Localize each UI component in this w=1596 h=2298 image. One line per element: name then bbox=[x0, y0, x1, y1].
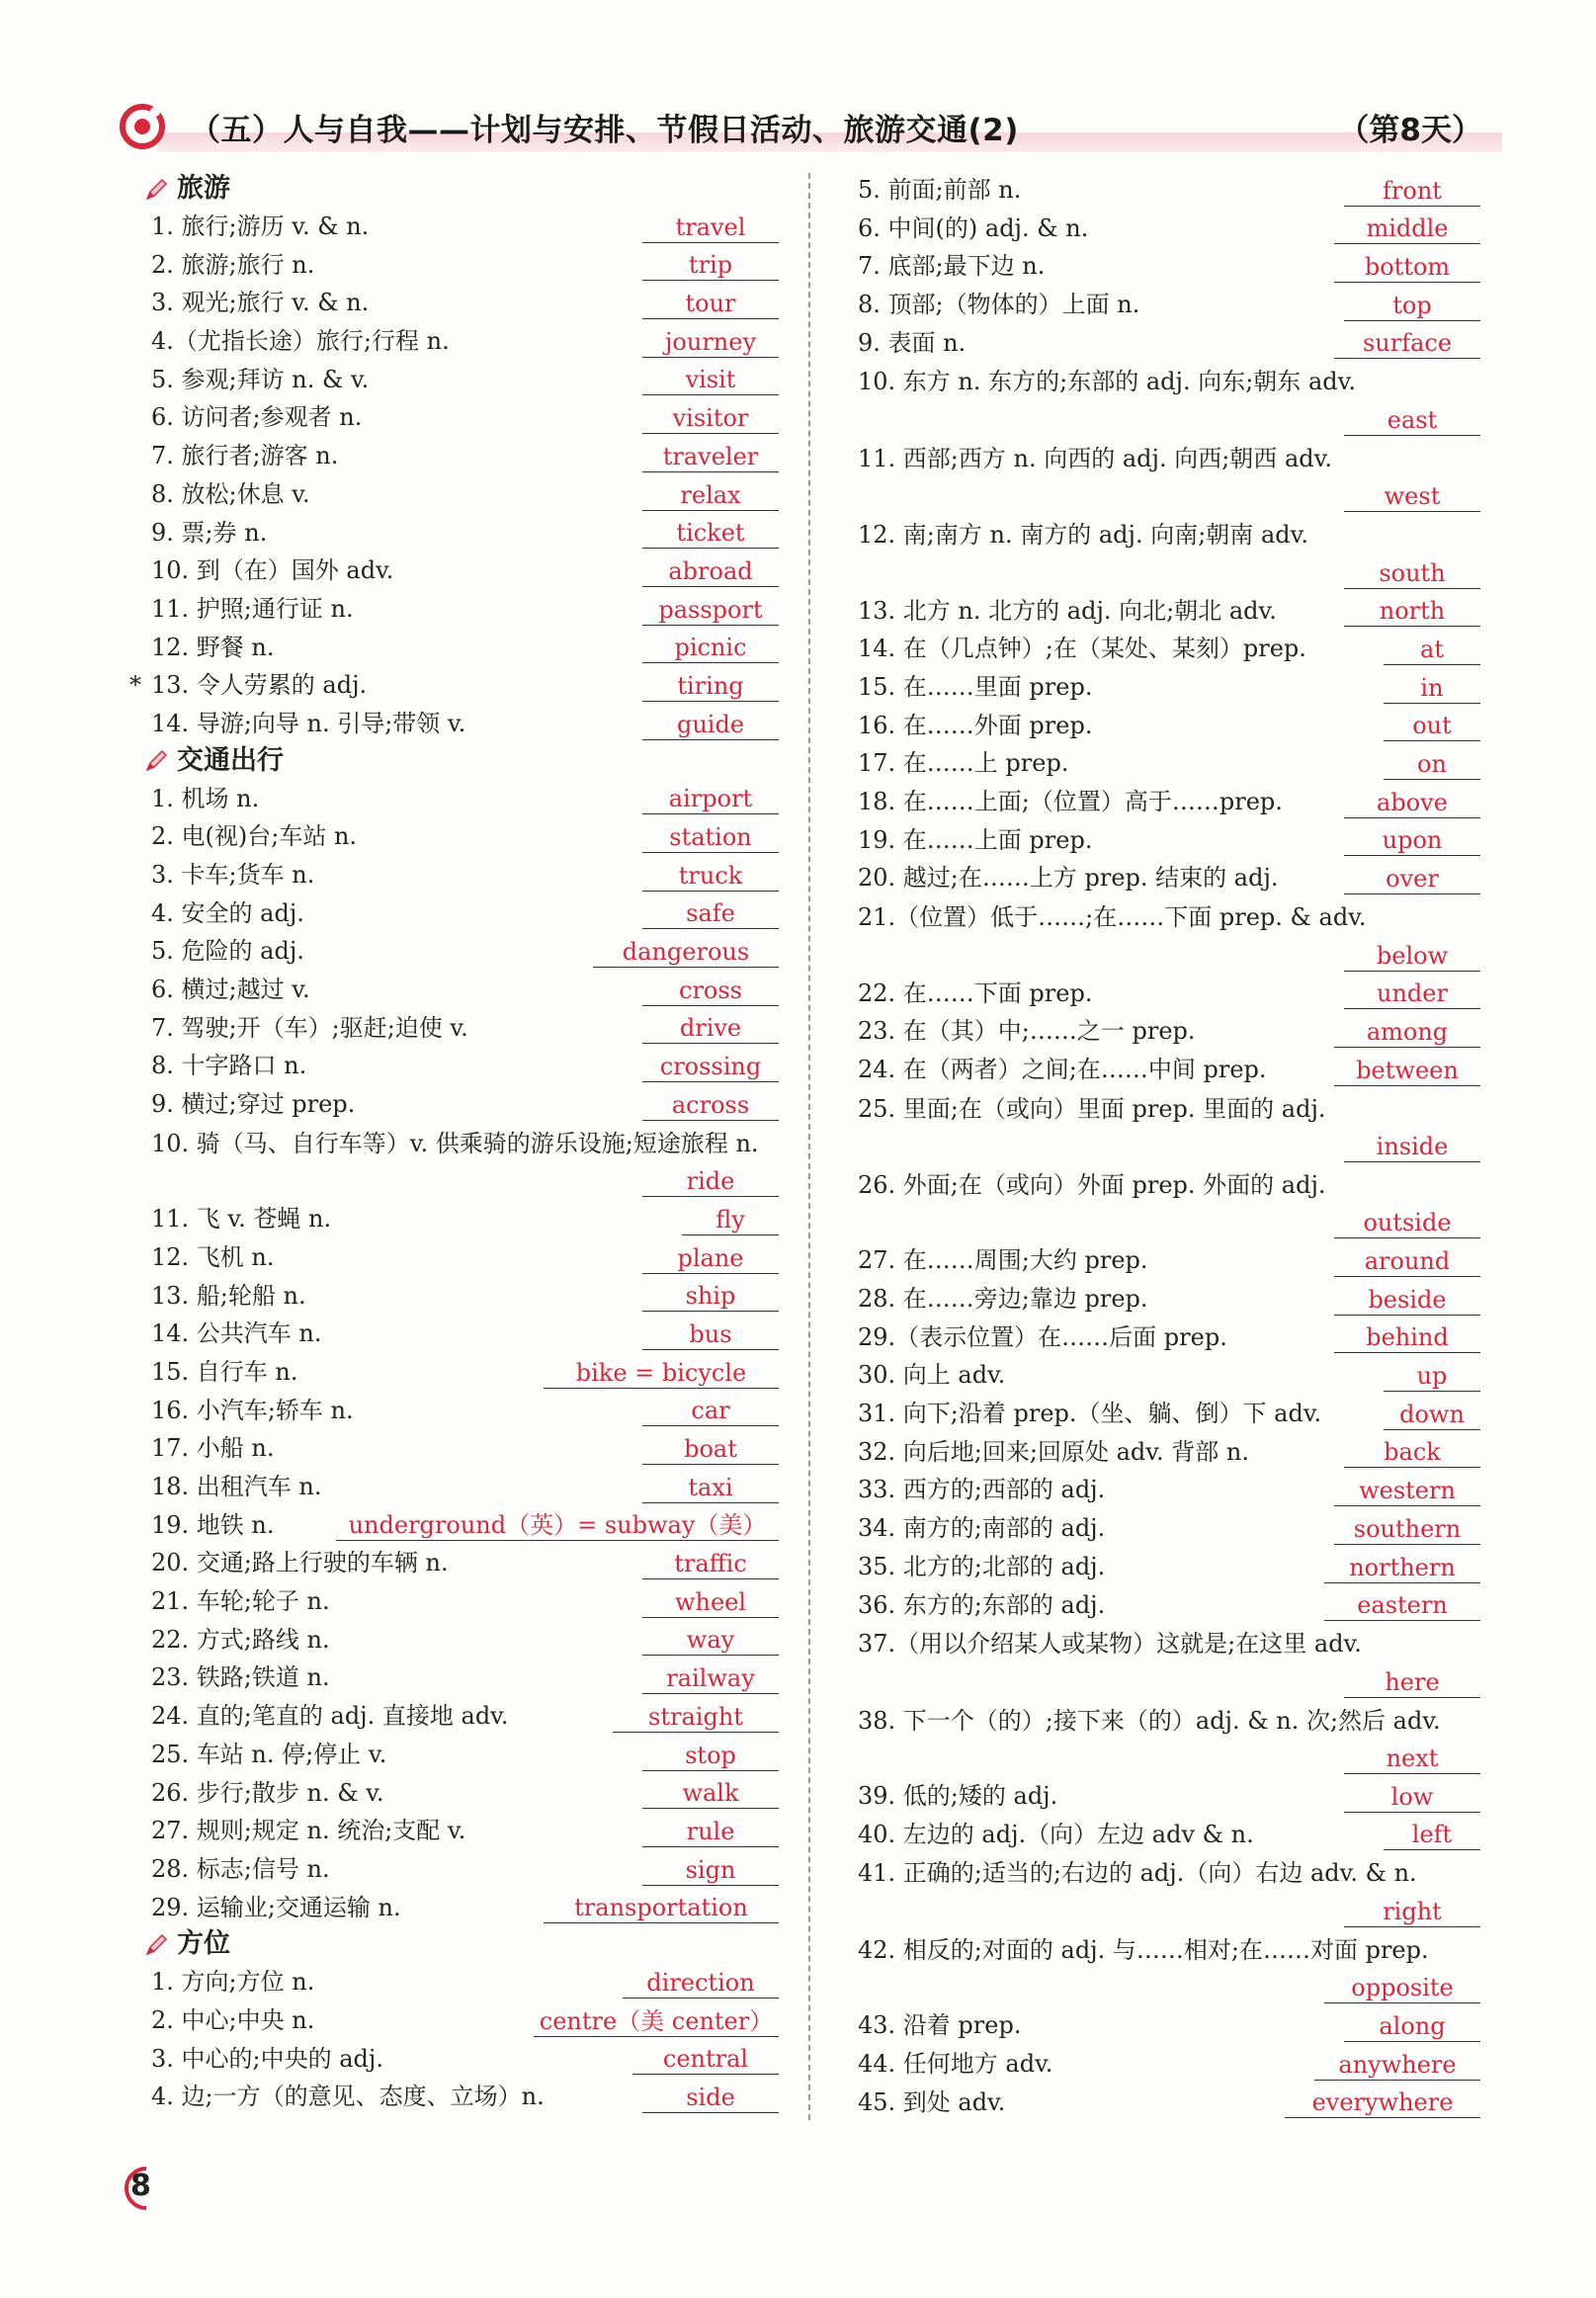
vocab-item bbox=[143, 816, 791, 855]
day-label: （第8天） bbox=[1338, 113, 1482, 148]
vocab-prompt: 2. 中心;中央 n. bbox=[151, 2005, 315, 2034]
vocab-answer: abroad bbox=[642, 556, 779, 587]
section-title bbox=[143, 170, 791, 207]
vocab-prompt: 27. 规则;规定 n. 统治;支配 v. bbox=[151, 1817, 466, 1845]
vocab-prompt: 16. 小汽车;轿车 n. bbox=[151, 1396, 354, 1424]
vocab-answer: back bbox=[1344, 1437, 1480, 1468]
vocab-item bbox=[143, 436, 791, 474]
vocab-prompt: 38. 下一个（的）;接下来（的）adj. & n. 次;然后 adv. bbox=[858, 1706, 1441, 1735]
vocab-answer: walk bbox=[642, 1778, 779, 1809]
vocab-prompt: 10. 骑（马、自行车等）v. 供乘骑的游乐设施;短途旅程 n. bbox=[151, 1129, 759, 1157]
vocab-answer: railway bbox=[642, 1663, 779, 1694]
vocab-item bbox=[850, 1011, 1492, 1050]
vocab-prompt: 29.（表示位置）在……后面 prep. bbox=[858, 1322, 1227, 1351]
vocab-prompt: 30. 向上 adv. bbox=[858, 1361, 1006, 1390]
vocab-prompt: 28. 在……旁边;靠边 prep. bbox=[858, 1285, 1148, 1314]
vocab-prompt: 3. 中心的;中央的 adj. bbox=[151, 2044, 383, 2073]
vocab-answer: bike = bicycle bbox=[544, 1358, 779, 1389]
vocab-item bbox=[143, 1735, 791, 1773]
vocab-item bbox=[143, 2000, 791, 2039]
vocab-item bbox=[143, 551, 791, 589]
vocab-item bbox=[143, 970, 791, 1008]
vocab-answer: rule bbox=[642, 1817, 779, 1847]
vocab-prompt: 10. 到（在）国外 adv. bbox=[151, 556, 394, 585]
vocab-answer: airport bbox=[642, 784, 779, 814]
vocab-answer: under bbox=[1344, 979, 1480, 1009]
vocab-answer: among bbox=[1334, 1017, 1480, 1048]
vocab-item bbox=[850, 896, 1492, 973]
section-title-text: 方位 bbox=[177, 1928, 230, 1960]
section-title-text: 交通出行 bbox=[177, 744, 284, 776]
vocab-prompt: 18. 在……上面;（位置）高于……prep. bbox=[858, 788, 1283, 816]
vocab-prompt: 28. 标志;信号 n. bbox=[151, 1854, 330, 1883]
vocab-answer: south bbox=[1344, 558, 1480, 589]
vocab-prompt: 2. 旅游;旅行 n. bbox=[151, 250, 315, 279]
vocab-answer: dangerous bbox=[593, 937, 779, 968]
vocab-answer: passport bbox=[642, 595, 779, 626]
vocab-prompt: 5. 前面;前部 n. bbox=[858, 176, 1022, 204]
page-number-text: 8 bbox=[130, 2169, 151, 2203]
vocab-prompt: 44. 任何地方 adv. bbox=[858, 2049, 1053, 2078]
vocab-item bbox=[143, 1811, 791, 1849]
vocab-item bbox=[143, 1123, 791, 1199]
vocab-prompt: 26. 外面;在（或向）外面 prep. 外面的 adj. bbox=[858, 1170, 1326, 1199]
vocab-item bbox=[850, 209, 1492, 247]
vocab-answer: truck bbox=[642, 861, 779, 892]
vocab-item bbox=[143, 1046, 791, 1084]
vocab-prompt: 40. 左边的 adj.（向）左边 adv & n. bbox=[858, 1820, 1254, 1848]
vocab-item bbox=[143, 397, 791, 436]
vocab-answer: car bbox=[642, 1396, 779, 1426]
vocab-answer: bottom bbox=[1334, 252, 1480, 283]
vocab-item bbox=[850, 1585, 1492, 1624]
vocab-item bbox=[143, 2039, 791, 2078]
vocab-answer: across bbox=[642, 1090, 779, 1121]
vocab-answer: stop bbox=[642, 1741, 779, 1771]
vocab-prompt: 1. 机场 n. bbox=[151, 784, 260, 812]
vocab-answer: drive bbox=[642, 1013, 779, 1044]
vocab-answer: up bbox=[1384, 1361, 1480, 1392]
section-title bbox=[143, 1925, 791, 1962]
vocab-prompt: 12. 飞机 n. bbox=[151, 1242, 275, 1271]
vocab-item bbox=[143, 589, 791, 628]
vocab-item bbox=[143, 1620, 791, 1659]
vocab-prompt: 8. 顶部;（物体的）上面 n. bbox=[858, 291, 1140, 319]
vocab-answer: everywhere bbox=[1285, 2087, 1480, 2118]
vocab-prompt: 11. 飞 v. 苍蝇 n. bbox=[151, 1205, 332, 1234]
vocab-item bbox=[143, 1849, 791, 1888]
vocab-prompt: 2. 电(视)台;车站 n. bbox=[151, 822, 358, 851]
vocab-answer: anywhere bbox=[1314, 2050, 1480, 2081]
target-logo-icon bbox=[119, 103, 166, 150]
vocab-item bbox=[143, 1581, 791, 1620]
vocab-answer: tiring bbox=[642, 671, 779, 702]
vocab-item bbox=[143, 1773, 791, 1812]
vocab-item bbox=[143, 1199, 791, 1237]
vocab-prompt: 41. 正确的;适当的;右边的 adj.（向）右边 adv. & n. bbox=[858, 1859, 1417, 1888]
vocab-prompt: 35. 北方的;北部的 adj. bbox=[858, 1552, 1106, 1580]
vocab-item bbox=[850, 1623, 1492, 1699]
vocab-answer: at bbox=[1384, 635, 1480, 665]
vocab-item bbox=[850, 706, 1492, 744]
vocab-answer: sign bbox=[642, 1855, 779, 1886]
vocab-item bbox=[850, 667, 1492, 706]
vocab-item bbox=[850, 1164, 1492, 1240]
vocab-item bbox=[129, 665, 791, 704]
vocab-prompt: 43. 沿着 prep. bbox=[858, 2011, 1022, 2040]
vocab-prompt: 42. 相反的;对面的 adj. 与……相对;在……对面 prep. bbox=[858, 1935, 1429, 1964]
vocab-item bbox=[143, 1352, 791, 1391]
vocab-answer: ticket bbox=[642, 518, 779, 549]
pencil-icon bbox=[143, 175, 171, 203]
vocab-answer: side bbox=[642, 2083, 779, 2113]
vocab-item bbox=[143, 2077, 791, 2115]
vocab-answer: central bbox=[632, 2044, 779, 2075]
vocab-item bbox=[143, 1658, 791, 1696]
vocab-item bbox=[850, 2005, 1492, 2044]
vocab-answer: ship bbox=[642, 1281, 779, 1312]
page-title: （五）人与自我——计划与安排、节假日活动、旅游交通(2) bbox=[190, 113, 1019, 148]
vocab-answer: outside bbox=[1334, 1208, 1480, 1238]
section-title-text: 旅游 bbox=[177, 173, 230, 204]
section-title bbox=[143, 742, 791, 779]
vocab-answer: visitor bbox=[642, 403, 779, 434]
vocab-answer: wheel bbox=[642, 1587, 779, 1618]
vocab-prompt: 10. 东方 n. 东方的;东部的 adj. 向东;朝东 adv. bbox=[858, 368, 1356, 396]
vocab-answer: eastern bbox=[1324, 1590, 1480, 1621]
vocab-prompt: 5. 危险的 adj. bbox=[151, 937, 304, 966]
vocab-item bbox=[850, 361, 1492, 437]
vocab-prompt: 20. 越过;在……上方 prep. 结束的 adj. bbox=[858, 864, 1279, 893]
vocab-item bbox=[850, 1700, 1492, 1776]
vocab-answer: way bbox=[642, 1625, 779, 1656]
vocab-answer: out bbox=[1384, 711, 1480, 741]
vocab-answer: low bbox=[1344, 1782, 1480, 1813]
vocab-prompt: 24. 直的;笔直的 adj. 直接地 adv. bbox=[151, 1702, 509, 1731]
left-column bbox=[129, 170, 791, 2115]
vocab-prompt: 21. 车轮;轮子 n. bbox=[151, 1587, 330, 1616]
vocab-prompt: 3. 卡车;货车 n. bbox=[151, 861, 315, 889]
vocab-prompt: 39. 低的;矮的 adj. bbox=[858, 1782, 1058, 1810]
vocab-answer: over bbox=[1344, 864, 1480, 894]
vocab-answer: visit bbox=[642, 365, 779, 395]
vocab-answer: guide bbox=[642, 710, 779, 740]
vocab-answer: top bbox=[1344, 291, 1480, 321]
vocab-item bbox=[143, 1391, 791, 1429]
vocab-answer: between bbox=[1334, 1056, 1480, 1086]
star-mark: * bbox=[129, 671, 141, 700]
page-header bbox=[119, 99, 1502, 160]
vocab-answer: traffic bbox=[642, 1549, 779, 1579]
vocab-item bbox=[850, 974, 1492, 1012]
vocab-answer: tour bbox=[642, 289, 779, 319]
vocab-prompt: 25. 里面;在（或向）里面 prep. 里面的 adj. bbox=[858, 1094, 1326, 1123]
vocab-item bbox=[850, 514, 1492, 590]
vocab-prompt: 9. 横过;穿过 prep. bbox=[151, 1090, 356, 1119]
vocab-item bbox=[143, 779, 791, 817]
vocab-prompt: 31. 向下;沿着 prep.（坐、躺、倒）下 adv. bbox=[858, 1400, 1322, 1428]
vocab-prompt: 27. 在……周围;大约 prep. bbox=[858, 1246, 1148, 1275]
pencil-icon bbox=[143, 1930, 171, 1958]
vocab-answer: on bbox=[1384, 749, 1480, 780]
vocab-item bbox=[850, 1088, 1492, 1164]
vocab-answer: middle bbox=[1334, 213, 1480, 244]
vocab-item bbox=[850, 743, 1492, 782]
vocab-item bbox=[143, 704, 791, 742]
vocab-answer: opposite bbox=[1324, 1973, 1480, 2003]
vocab-item bbox=[143, 1543, 791, 1581]
vocab-prompt: 16. 在……外面 prep. bbox=[858, 711, 1093, 739]
vocab-answer: east bbox=[1344, 405, 1480, 436]
vocab-prompt: 9. 表面 n. bbox=[858, 328, 966, 357]
vocab-item bbox=[850, 1240, 1492, 1279]
vocab-item bbox=[850, 629, 1492, 667]
vocab-item bbox=[143, 894, 791, 932]
vocab-answer: direction bbox=[623, 1968, 779, 1999]
vocab-answer: next bbox=[1344, 1744, 1480, 1774]
vocab-prompt: 5. 参观;拜访 n. & v. bbox=[151, 365, 370, 393]
vocab-prompt: 17. 在……上 prep. bbox=[858, 749, 1069, 778]
vocab-prompt: 6. 横过;越过 v. bbox=[151, 976, 310, 1004]
vocab-answer: beside bbox=[1334, 1285, 1480, 1316]
vocab-item bbox=[850, 1929, 1492, 2005]
vocab-prompt: 4. 边;一方（的意见、态度、立场）n. bbox=[151, 2083, 545, 2111]
vocab-item bbox=[143, 207, 791, 245]
vocab-item bbox=[143, 1237, 791, 1276]
vocab-prompt: 14. 在（几点钟）;在（某处、某刻）prep. bbox=[858, 635, 1306, 663]
vocab-item bbox=[850, 1279, 1492, 1318]
vocab-item bbox=[143, 513, 791, 552]
vocab-item bbox=[850, 285, 1492, 323]
vocab-answer: north bbox=[1344, 596, 1480, 627]
vocab-answer: bus bbox=[642, 1319, 779, 1350]
vocab-item bbox=[850, 1508, 1492, 1547]
vocab-answer: front bbox=[1344, 176, 1480, 207]
vocab-answer: traveler bbox=[642, 442, 779, 472]
vocab-item bbox=[143, 628, 791, 666]
vocab-item bbox=[850, 2083, 1492, 2121]
vocab-item bbox=[143, 1467, 791, 1505]
vocab-item bbox=[850, 438, 1492, 514]
vocab-answer: surface bbox=[1334, 328, 1480, 359]
vocab-prompt: 7. 旅行者;游客 n. bbox=[151, 442, 339, 470]
vocab-answer: taxi bbox=[642, 1473, 779, 1503]
vocab-prompt: 19. 在……上面 prep. bbox=[858, 825, 1093, 854]
vocab-prompt: 22. 方式;路线 n. bbox=[151, 1625, 330, 1654]
vocab-answer: around bbox=[1334, 1246, 1480, 1277]
vocab-item bbox=[850, 1470, 1492, 1508]
vocab-prompt: 7. 底部;最下边 n. bbox=[858, 252, 1046, 281]
vocab-answer: picnic bbox=[642, 633, 779, 663]
vocab-answer: ride bbox=[642, 1166, 779, 1197]
column-divider bbox=[808, 173, 810, 2120]
vocab-prompt: 1. 旅行;游历 v. & n. bbox=[151, 213, 370, 240]
vocab-answer: crossing bbox=[642, 1052, 779, 1082]
vocab-item bbox=[850, 1852, 1492, 1928]
vocab-item bbox=[850, 323, 1492, 362]
vocab-answer: travel bbox=[642, 213, 779, 243]
vocab-item bbox=[143, 1008, 791, 1047]
vocab-prompt: 17. 小船 n. bbox=[151, 1434, 275, 1463]
vocab-prompt: 15. 自行车 n. bbox=[151, 1357, 298, 1386]
vocab-answer: above bbox=[1344, 788, 1480, 818]
vocab-item bbox=[850, 1050, 1492, 1088]
vocab-answer: cross bbox=[642, 976, 779, 1006]
vocab-item bbox=[143, 1314, 791, 1352]
vocab-item bbox=[143, 855, 791, 894]
vocab-item bbox=[850, 1394, 1492, 1432]
vocab-answer: straight bbox=[613, 1702, 779, 1733]
vocab-prompt: 29. 运输业;交通运输 n. bbox=[151, 1893, 401, 1921]
pencil-icon bbox=[143, 746, 171, 774]
vocab-prompt: 11. 护照;通行证 n. bbox=[151, 594, 354, 623]
vocab-item bbox=[850, 1547, 1492, 1585]
vocab-prompt: 25. 车站 n. 停;停止 v. bbox=[151, 1740, 387, 1768]
vocab-answer: plane bbox=[642, 1243, 779, 1274]
vocab-item bbox=[850, 1318, 1492, 1356]
vocab-answer: inside bbox=[1344, 1132, 1480, 1162]
vocab-item bbox=[850, 1432, 1492, 1471]
vocab-prompt: 23. 铁路;铁道 n. bbox=[151, 1663, 330, 1692]
vocab-answer: southern bbox=[1334, 1514, 1480, 1545]
vocab-prompt: 15. 在……里面 prep. bbox=[858, 672, 1093, 701]
vocab-prompt: 6. 访问者;参观者 n. bbox=[151, 403, 363, 432]
vocab-item bbox=[850, 1776, 1492, 1815]
vocab-item bbox=[143, 1696, 791, 1735]
vocab-item bbox=[850, 1815, 1492, 1853]
vocab-prompt: 7. 驾驶;开（车）;驱赶;迫使 v. bbox=[151, 1013, 468, 1042]
vocab-prompt: 18. 出租汽车 n. bbox=[151, 1473, 322, 1501]
vocab-prompt: 45. 到处 adv. bbox=[858, 2087, 1006, 2116]
vocab-answer: underground（英）= subway（美） bbox=[336, 1510, 779, 1541]
vocab-prompt: 4.（尤指长途）旅行;行程 n. bbox=[151, 327, 450, 356]
vocab-item bbox=[143, 931, 791, 970]
vocab-prompt: 12. 南;南方 n. 南方的 adj. 向南;朝南 adv. bbox=[858, 521, 1308, 550]
vocab-item bbox=[850, 858, 1492, 896]
vocab-item bbox=[143, 1428, 791, 1467]
vocab-answer: in bbox=[1384, 673, 1480, 704]
vocab-answer: transportation bbox=[544, 1893, 779, 1923]
vocab-prompt: 14. 公共汽车 n. bbox=[151, 1319, 322, 1348]
vocab-prompt: 12. 野餐 n. bbox=[151, 633, 275, 661]
vocab-prompt: 3. 观光;旅行 v. & n. bbox=[151, 289, 370, 317]
vocab-prompt: 13. 令人劳累的 adj. bbox=[151, 671, 368, 700]
vocab-item bbox=[850, 820, 1492, 859]
vocab-item bbox=[143, 1276, 791, 1315]
vocab-prompt: 34. 南方的;南部的 adj. bbox=[858, 1514, 1106, 1543]
vocab-prompt: 22. 在……下面 prep. bbox=[858, 979, 1093, 1007]
vocab-answer: behind bbox=[1334, 1322, 1480, 1353]
vocab-prompt: 26. 步行;散步 n. & v. bbox=[151, 1778, 384, 1807]
vocab-answer: trip bbox=[642, 250, 779, 281]
vocab-answer: western bbox=[1334, 1476, 1480, 1506]
vocab-prompt: 19. 地铁 n. bbox=[151, 1510, 275, 1539]
vocab-prompt: 9. 票;券 n. bbox=[151, 518, 268, 547]
vocab-answer: west bbox=[1344, 481, 1480, 512]
vocab-item bbox=[143, 321, 791, 360]
vocab-answer: centre（美 center） bbox=[534, 2006, 779, 2037]
vocab-item bbox=[143, 1505, 791, 1544]
vocab-item bbox=[850, 246, 1492, 285]
vocab-answer: boat bbox=[642, 1434, 779, 1465]
vocab-answer: relax bbox=[642, 480, 779, 511]
vocab-answer: journey bbox=[642, 327, 779, 358]
vocab-prompt: 33. 西方的;西部的 adj. bbox=[858, 1476, 1106, 1504]
vocab-item bbox=[143, 283, 791, 321]
vocab-item bbox=[850, 1355, 1492, 1394]
vocab-item bbox=[143, 474, 791, 513]
vocab-item bbox=[143, 1888, 791, 1926]
right-column bbox=[850, 170, 1492, 2120]
vocab-answer: below bbox=[1344, 941, 1480, 972]
vocab-item bbox=[850, 2044, 1492, 2083]
vocab-answer: upon bbox=[1344, 825, 1480, 856]
vocab-item bbox=[850, 782, 1492, 820]
vocab-prompt: 6. 中间(的) adj. & n. bbox=[858, 213, 1089, 242]
vocab-item bbox=[143, 1962, 791, 2000]
vocab-answer: northern bbox=[1324, 1553, 1480, 1583]
vocab-prompt: 20. 交通;路上行驶的车辆 n. bbox=[151, 1549, 449, 1577]
vocab-item bbox=[850, 591, 1492, 630]
vocab-item bbox=[143, 1084, 791, 1123]
vocab-prompt: 8. 十字路口 n. bbox=[151, 1052, 307, 1080]
vocab-item bbox=[143, 360, 791, 398]
vocab-prompt: 21.（位置）低于……;在……下面 prep. & adv. bbox=[858, 903, 1367, 932]
page-number bbox=[117, 2165, 164, 2212]
vocab-answer: along bbox=[1344, 2011, 1480, 2042]
vocab-answer: left bbox=[1384, 1820, 1480, 1850]
vocab-prompt: 32. 向后地;回来;回原处 adv. 背部 n. bbox=[858, 1437, 1249, 1466]
vocab-prompt: 23. 在（其）中;……之一 prep. bbox=[858, 1017, 1196, 1046]
vocab-answer: safe bbox=[642, 898, 779, 929]
vocab-prompt: 8. 放松;休息 v. bbox=[151, 479, 310, 508]
vocab-prompt: 36. 东方的;东部的 adj. bbox=[858, 1590, 1106, 1619]
vocab-item bbox=[850, 170, 1492, 209]
vocab-prompt: 4. 安全的 adj. bbox=[151, 898, 304, 927]
vocab-prompt: 13. 北方 n. 北方的 adj. 向北;朝北 adv. bbox=[858, 596, 1277, 625]
vocab-answer: right bbox=[1344, 1897, 1480, 1927]
vocab-answer: station bbox=[642, 822, 779, 853]
vocab-prompt: 24. 在（两者）之间;在……中间 prep. bbox=[858, 1055, 1267, 1083]
vocab-prompt: 14. 导游;向导 n. 引导;带领 v. bbox=[151, 709, 466, 737]
vocab-answer: fly bbox=[682, 1205, 779, 1235]
vocab-prompt: 37.（用以介绍某人或某物）这就是;在这里 adv. bbox=[858, 1630, 1362, 1659]
vocab-item bbox=[143, 245, 791, 284]
vocab-answer: down bbox=[1384, 1400, 1480, 1430]
vocab-prompt: 1. 方向;方位 n. bbox=[151, 1968, 315, 1997]
vocab-answer: here bbox=[1344, 1667, 1480, 1698]
vocab-prompt: 11. 西部;西方 n. 向西的 adj. 向西;朝西 adv. bbox=[858, 444, 1332, 472]
vocab-prompt: 13. 船;轮船 n. bbox=[151, 1281, 306, 1310]
